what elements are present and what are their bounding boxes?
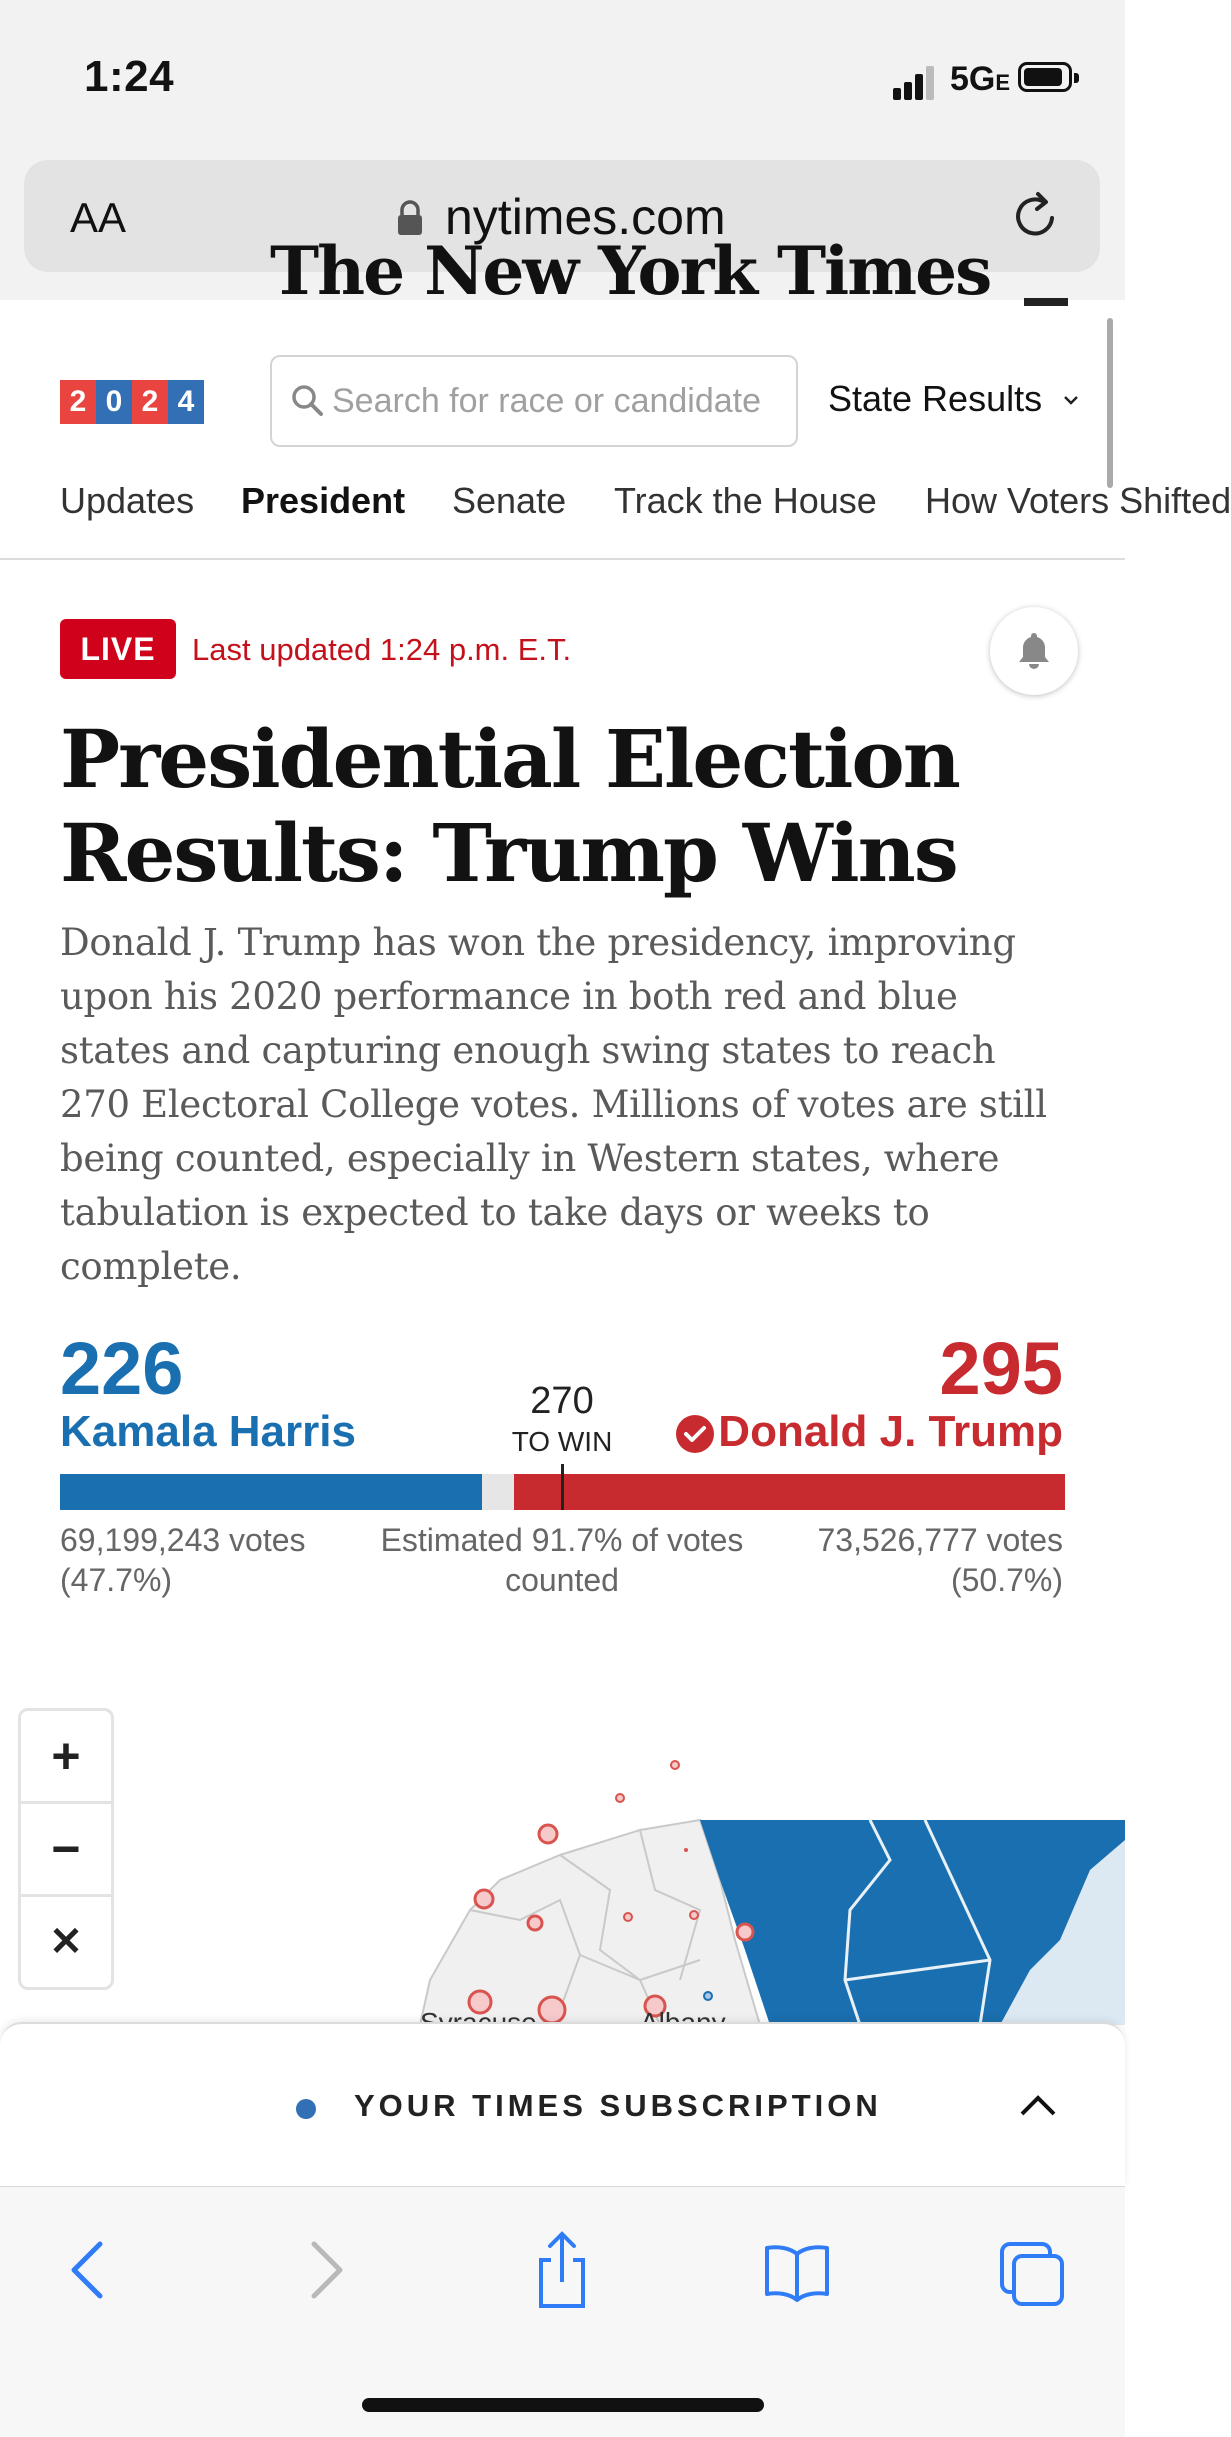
election-2024-logo[interactable] <box>60 380 204 424</box>
map-zoom-controls <box>18 1708 114 1990</box>
subscription-dot-icon <box>296 2099 316 2119</box>
to-win-number: 270 <box>530 1380 594 1422</box>
nav-tab-track-house[interactable]: Track the House <box>614 480 877 521</box>
votes-counted-note: Estimated 91.7% of votes counted <box>380 1522 744 1598</box>
bookmarks-icon[interactable] <box>762 2230 832 2310</box>
chevron-down-icon[interactable] <box>1062 393 1080 407</box>
harris-bar <box>60 1474 482 1510</box>
electoral-bar <box>60 1474 1065 1510</box>
subscription-label[interactable]: YOUR TIMES SUBSCRIPTION <box>354 2088 882 2123</box>
lock-icon <box>396 200 424 236</box>
last-updated: Last updated 1:24 p.m. E.T. <box>192 632 572 667</box>
divider <box>0 558 1125 560</box>
logo-digit: 0 <box>96 380 132 424</box>
search-input[interactable] <box>332 376 792 426</box>
nav-tab-how-voters[interactable]: How Voters Shifted <box>925 480 1231 521</box>
headline: Presidential Election Results: Trump Wins <box>60 712 959 900</box>
bell-icon <box>1010 627 1058 675</box>
status-time: 1:24 <box>84 52 175 101</box>
nav-tab-senate[interactable]: Senate <box>452 480 567 521</box>
section-nav <box>60 480 1231 530</box>
to-win-marker <box>561 1464 564 1510</box>
home-indicator[interactable] <box>362 2398 764 2412</box>
results-map[interactable] <box>0 1680 1125 2025</box>
chevron-up-icon[interactable] <box>1018 2092 1058 2118</box>
live-badge: LIVE <box>60 619 176 679</box>
back-icon[interactable] <box>52 2230 122 2310</box>
map-state-vermont-nh[interactable] <box>700 1820 1125 2025</box>
scrollbar[interactable] <box>1107 318 1113 488</box>
logo-digit: 2 <box>132 380 168 424</box>
search-icon <box>290 383 324 417</box>
url-domain[interactable]: nytimes.com <box>445 189 726 245</box>
reset-map-button[interactable]: ✕ <box>49 1920 83 1964</box>
forward-icon[interactable] <box>292 2230 362 2310</box>
nav-tab-updates[interactable]: Updates <box>60 480 195 521</box>
zoom-out-button[interactable]: − <box>51 1821 81 1877</box>
nav-tab-president[interactable]: President <box>241 480 406 521</box>
harris-popular-vote: 69,199,243 votes (47.7%) <box>60 1522 306 1598</box>
harris-name: Kamala Harris <box>60 1407 356 1456</box>
menu-icon[interactable] <box>1024 298 1068 306</box>
to-win-label: TO WIN <box>511 1426 613 1457</box>
trump-name: Donald J. Trump <box>718 1407 1063 1456</box>
reload-icon[interactable] <box>1008 188 1064 244</box>
battery-icon <box>1018 62 1072 92</box>
article-summary: Donald J. Trump has won the presidency, improving upon his 2020 performance in both red and blue states and capturing enough swing states to reach 270 Electoral College votes. Millions of votes are still being counted, especially in Western states, where tabulation is expected to take days or weeks to complete. <box>60 921 1047 1288</box>
tabs-icon[interactable] <box>998 2230 1068 2310</box>
text-size-button[interactable]: AA <box>70 194 127 241</box>
state-results-dropdown[interactable]: State Results <box>828 378 1043 419</box>
trump-popular-vote: 73,526,777 votes (50.7%) <box>817 1522 1063 1598</box>
winner-check-icon <box>676 1415 714 1453</box>
signal-icon <box>893 64 935 100</box>
notifications-button[interactable] <box>990 607 1078 695</box>
trump-electoral-votes: 295 <box>939 1327 1063 1410</box>
masthead[interactable]: The New York Times <box>270 232 991 310</box>
zoom-in-button[interactable]: + <box>51 1728 81 1784</box>
logo-digit: 2 <box>60 380 96 424</box>
network-indicator: 5GE <box>950 60 1011 98</box>
logo-digit: 4 <box>168 380 204 424</box>
trump-bar <box>514 1474 1065 1510</box>
harris-electoral-votes: 226 <box>60 1327 184 1410</box>
share-icon[interactable] <box>527 2230 597 2310</box>
